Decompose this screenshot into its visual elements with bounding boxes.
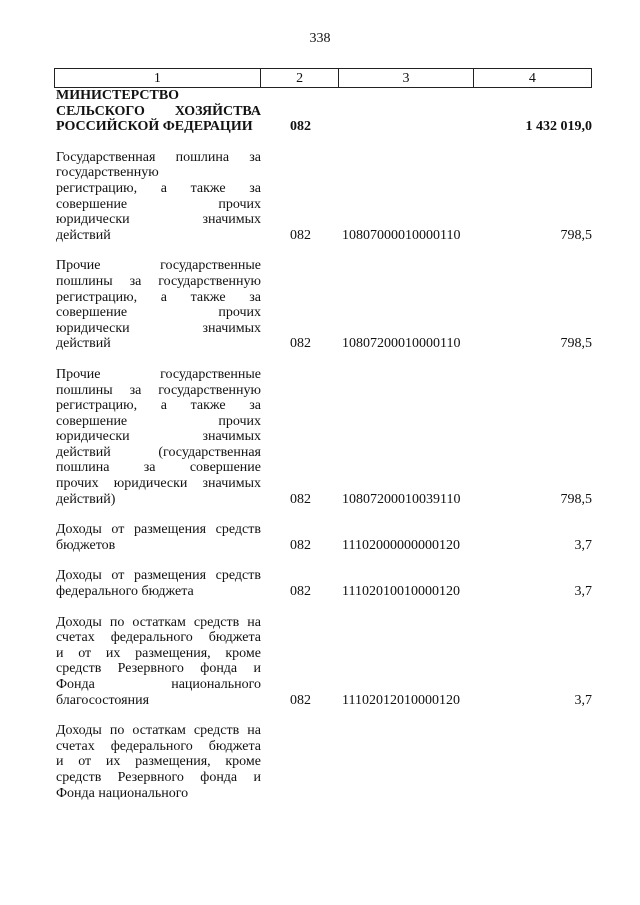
description-line: Доходы по остаткам средств на	[56, 614, 261, 630]
row-gap	[54, 507, 592, 522]
row-gap	[54, 600, 592, 615]
admin-code: 082	[290, 537, 311, 553]
row-description	[54, 258, 261, 352]
amount: 798,5	[560, 227, 592, 243]
column-header-1: 1	[55, 69, 261, 88]
description-line: Государственная пошлина за	[56, 149, 261, 165]
table-row	[54, 522, 592, 553]
description-line: действий	[56, 227, 111, 243]
row-gap	[54, 553, 592, 568]
row-gap	[54, 135, 592, 150]
description-line: счетах федерального бюджета	[56, 630, 261, 646]
description-line: действий	[56, 336, 111, 352]
description-line: средств Резервного фонда и	[56, 661, 261, 677]
table-body	[54, 88, 592, 801]
row-description	[54, 367, 261, 507]
table-row	[54, 615, 592, 709]
amount: 3,7	[574, 692, 592, 708]
page-number: 338	[309, 31, 331, 46]
table-row	[54, 568, 592, 599]
description-line: Прочие государственные	[56, 366, 261, 382]
row-description	[54, 615, 261, 709]
description-line: прочих юридически значимых	[56, 476, 261, 492]
description-line: действий (государственная	[56, 444, 261, 460]
description-line: совершение прочих	[56, 196, 261, 212]
description-line: совершение прочих	[56, 413, 261, 429]
amount: 3,7	[574, 537, 592, 553]
description-line: средств Резервного фонда и	[56, 769, 261, 785]
table-row	[54, 150, 592, 244]
description-line: РОССИЙСКОЙ ФЕДЕРАЦИИ	[56, 119, 253, 135]
budget-code: 11102000000000120	[342, 537, 460, 553]
description-line: юридически значимых	[56, 320, 261, 336]
description-line: действий)	[56, 491, 116, 507]
admin-code: 082	[290, 584, 311, 600]
description-line: юридически значимых	[56, 429, 261, 445]
description-line: государственную	[56, 165, 159, 181]
admin-code: 082	[290, 119, 311, 135]
description-line: бюджетов	[56, 537, 116, 553]
table-row	[54, 723, 592, 801]
row-description	[54, 723, 261, 801]
admin-code: 082	[290, 227, 311, 243]
amount: 798,5	[560, 336, 592, 352]
description-line: счетах федерального бюджета	[56, 738, 261, 754]
description-line: регистрацию, а также за	[56, 180, 261, 196]
description-line: благосостояния	[56, 692, 150, 708]
description-line: Доходы по остаткам средств на	[56, 723, 261, 739]
description-line: МИНИСТЕРСТВО	[56, 88, 180, 103]
description-line: федерального бюджета	[56, 584, 194, 600]
row-gap	[54, 708, 592, 723]
column-header-4: 4	[473, 69, 591, 88]
description-line: пошлины за государственную	[56, 382, 261, 398]
description-line: Прочие государственные	[56, 258, 261, 274]
description-line: и от их размещения, кроме	[56, 645, 261, 661]
description-line: регистрацию, а также за	[56, 398, 261, 414]
description-line: и от их размещения, кроме	[56, 754, 261, 770]
table-row	[54, 258, 592, 352]
admin-code: 082	[290, 491, 311, 507]
budget-code: 10807200010039110	[342, 491, 461, 507]
column-header-2: 2	[260, 69, 339, 88]
description-line: пошлина за совершение	[56, 460, 261, 476]
table-row	[54, 88, 592, 135]
amount: 1 432 019,0	[525, 119, 592, 135]
row-description	[54, 150, 261, 244]
admin-code: 082	[290, 692, 311, 708]
row-description	[54, 88, 261, 135]
description-line: Фонда национального	[56, 677, 261, 692]
description-line: юридически значимых	[56, 212, 261, 228]
row-description	[54, 568, 261, 599]
description-line: Доходы от размещения средств	[56, 522, 261, 538]
description-line: совершение прочих	[56, 305, 261, 321]
admin-code: 082	[290, 336, 311, 352]
description-line: СЕЛЬСКОГО ХОЗЯЙСТВА	[56, 103, 261, 119]
description-line: Фонда национального	[56, 785, 189, 801]
budget-code: 11102010010000120	[342, 584, 460, 600]
description-line: Доходы от размещения средств	[56, 568, 261, 584]
budget-code: 10807000010000110	[342, 227, 461, 243]
column-header-table	[54, 68, 592, 88]
budget-code: 11102012010000120	[342, 692, 460, 708]
amount: 3,7	[574, 584, 592, 600]
description-line: регистрацию, а также за	[56, 289, 261, 305]
row-gap	[54, 243, 592, 258]
amount: 798,5	[560, 491, 592, 507]
table-row	[54, 367, 592, 507]
column-header-3: 3	[339, 69, 473, 88]
description-line: пошлины за государственную	[56, 273, 261, 289]
row-description	[54, 522, 261, 553]
budget-code: 10807200010000110	[342, 336, 461, 352]
row-gap	[54, 352, 592, 367]
